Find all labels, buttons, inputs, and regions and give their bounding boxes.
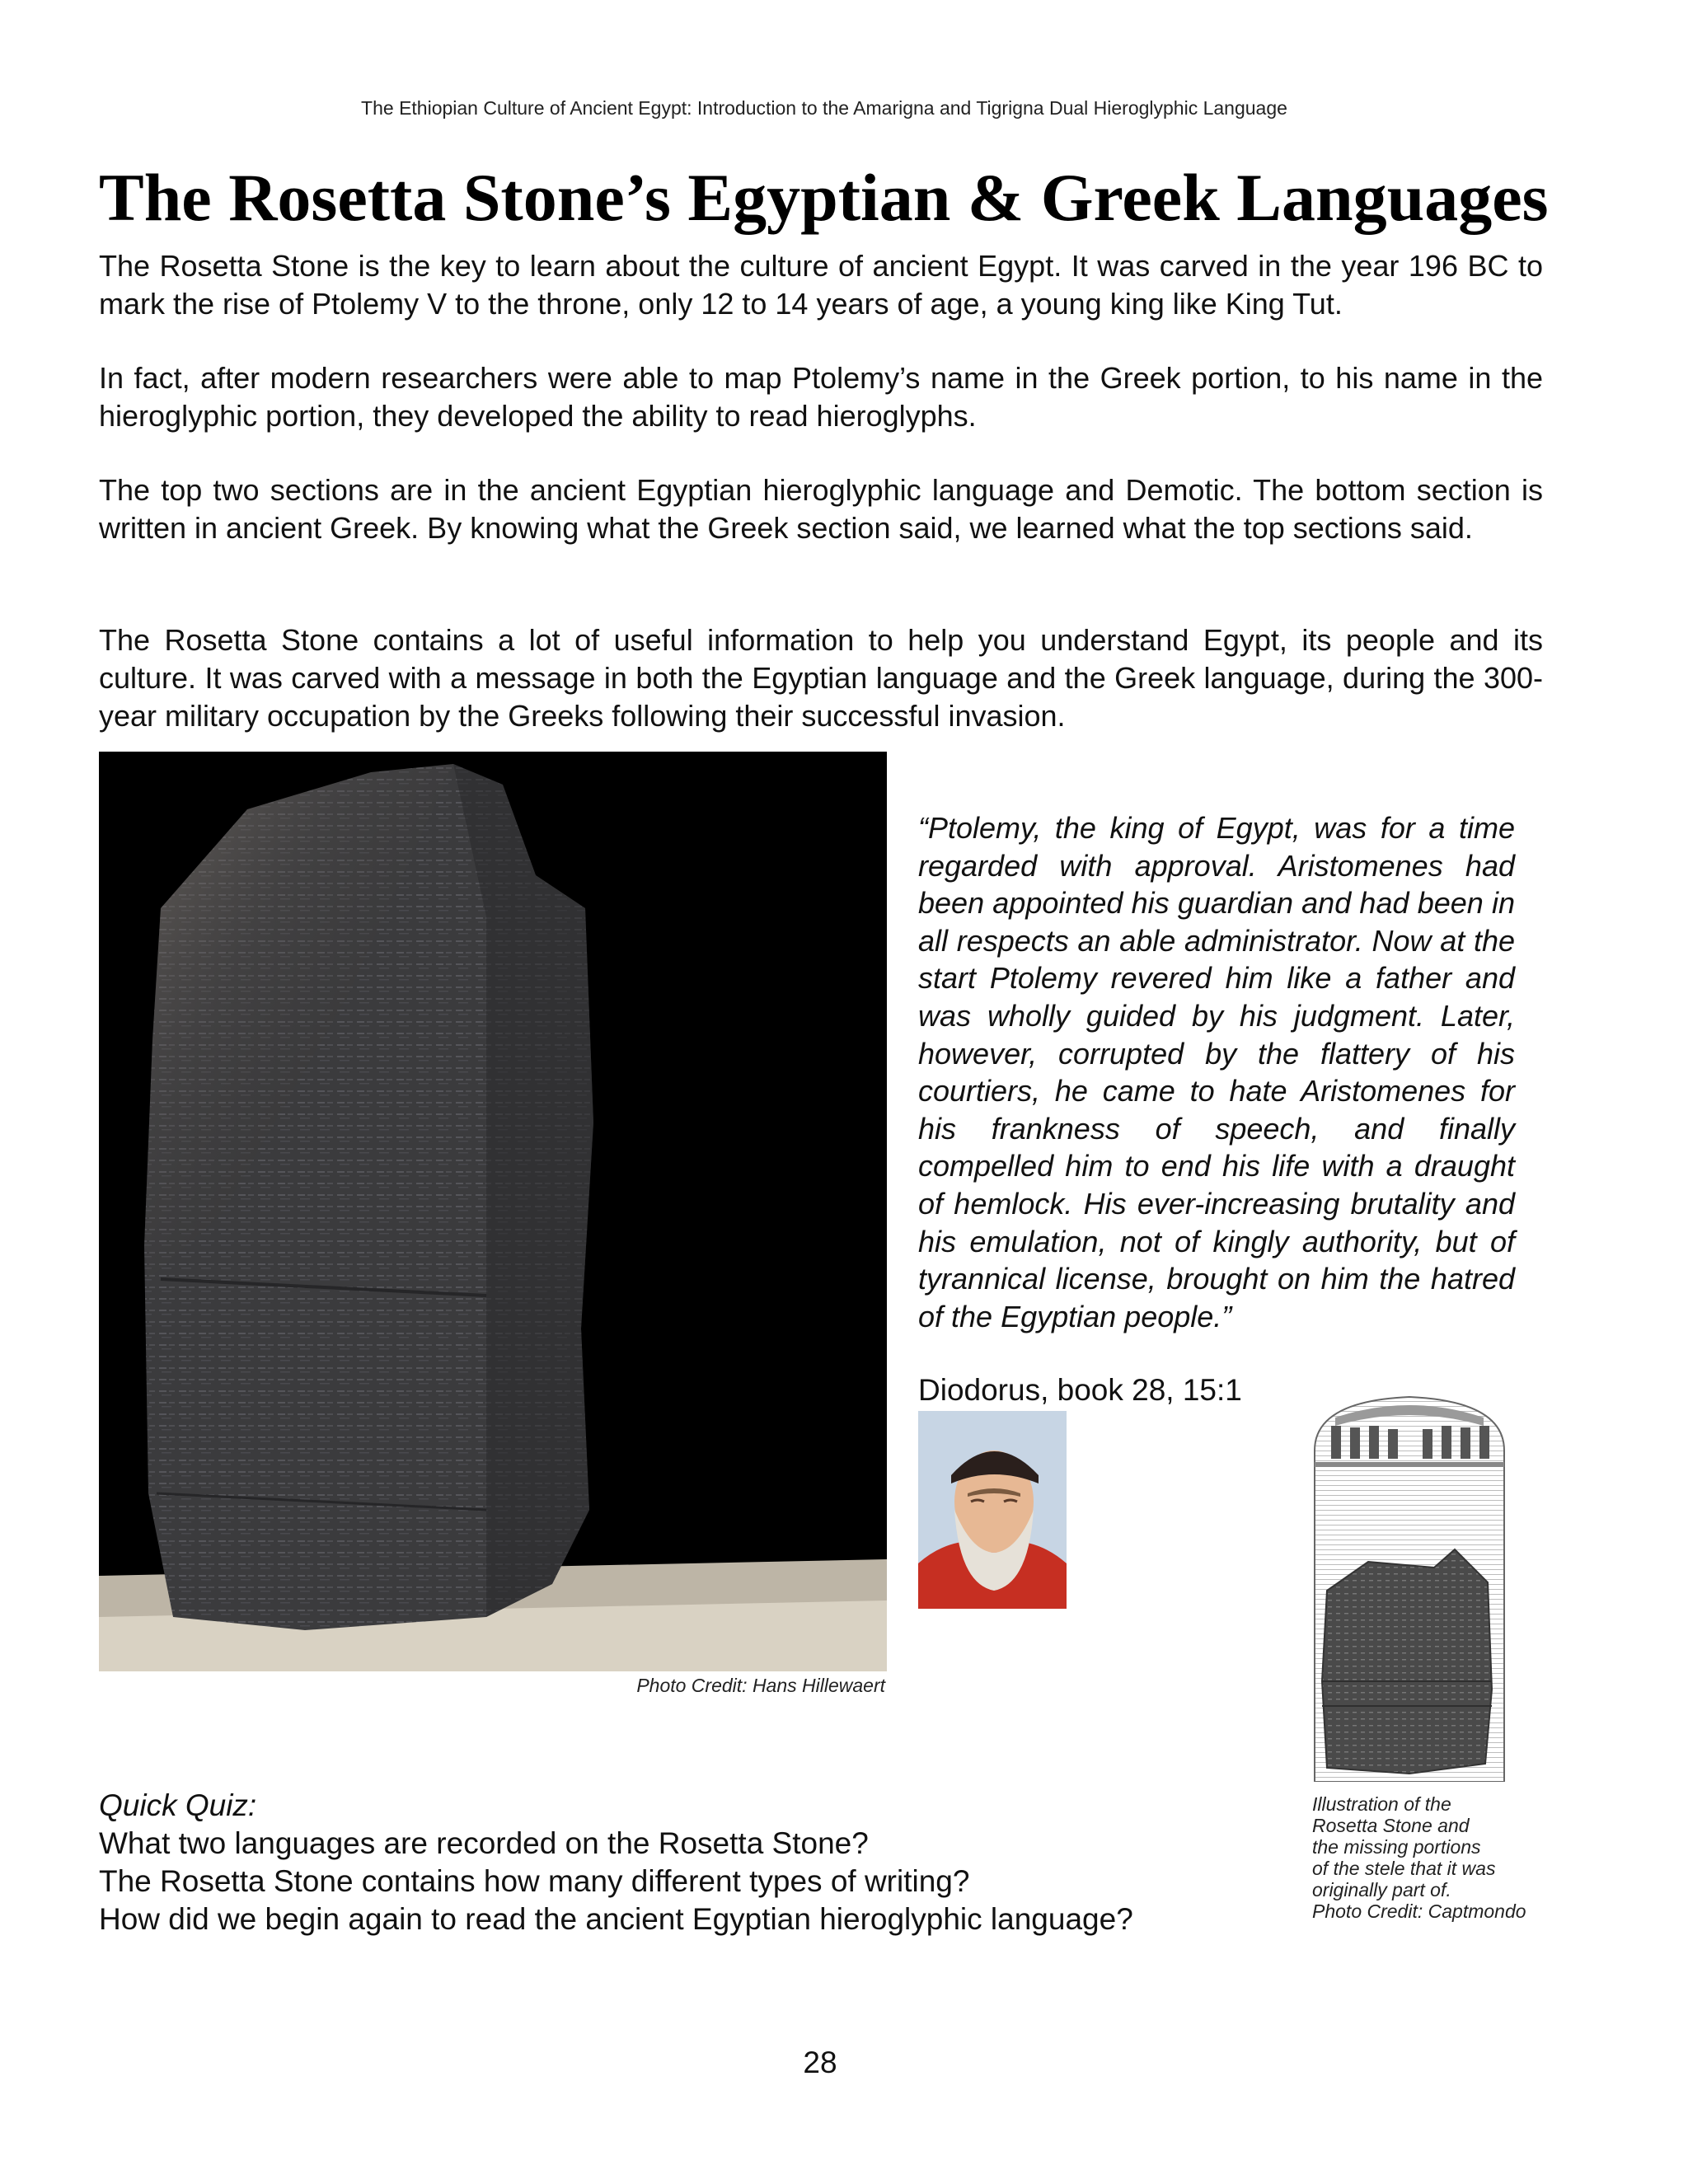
diodorus-quote: “Ptolemy, the king of Egypt, was for a time regarded with approval. Aristomenes had been appointed his guardian and had been in all respects an able administrator. Now at the start Ptolemy revered him like a father and was wholly guided by his judgment. Later, however, corrupted by the flattery of his courtiers, he came to hate Aristomenes for his frankness of speech, and finally compelled him to end his life with a draught of hemlock. His ever-increasing brutality and his emulation, not of kingly authority, but of tyrannical license, brought on him the hatred of the Egyptian people.”	[918, 811, 1515, 1333]
caption-credit: Photo Credit: Captmondo	[1312, 1900, 1526, 1922]
occupation-paragraph: The Rosetta Stone contains a lot of useful information to help you understand Egypt, its people and its culture. It was carved with a message in both the Egyptian language and the Greek language, during the 300-year military occupation by the Greeks following their successful invasion.	[99, 623, 1543, 733]
quiz-heading: Quick Quiz:	[99, 1788, 257, 1822]
quick-quiz	[99, 1787, 1278, 1938]
caption-line: originally part of.	[1312, 1879, 1451, 1900]
caption-line: Rosetta Stone and	[1312, 1815, 1470, 1836]
quiz-question: What two languages are recorded on the Rosetta Stone?	[99, 1826, 869, 1860]
rosetta-stone-photo	[99, 752, 887, 1671]
quote-source: Diodorus, book 28, 15:1	[918, 1373, 1242, 1407]
photo-credit: Photo Credit: Hans Hillewaert	[636, 1675, 885, 1696]
page-title: The Rosetta Stone’s Egyptian & Greek Languages	[99, 160, 1549, 235]
diodorus-portrait	[918, 1411, 1067, 1609]
intro-paragraph: The Rosetta Stone is the key to learn about the culture of ancient Egypt. It was carved in the year 196 BC to mark the rise of Ptolemy V to the throne, only 12 to 14 years of age, a young king like King Tut.	[99, 249, 1543, 321]
page-number: 28	[803, 2046, 837, 2079]
decipherment-paragraph: In fact, after modern researchers were able to map Ptolemy’s name in the Greek portion, to his name in the hieroglyphic portion, they developed the ability to read hieroglyphs.	[99, 361, 1543, 433]
illustration-caption	[1312, 1793, 1559, 1922]
caption-line: of the stele that it was	[1312, 1858, 1496, 1879]
stele-illustration	[1311, 1393, 1508, 1782]
sections-paragraph: The top two sections are in the ancient Egyptian hieroglyphic language and Demotic. The bottom section is written in ancient Greek. By knowing what the Greek section said, we learned what the top sections said.	[99, 473, 1543, 545]
running-header: The Ethiopian Culture of Ancient Egypt: Introduction to the Amarigna and Tigrigna Dual Hieroglyphic Language	[361, 97, 1287, 119]
caption-line: Illustration of the	[1312, 1793, 1451, 1815]
caption-line: the missing portions	[1312, 1836, 1481, 1858]
quiz-question: How did we begin again to read the ancient Egyptian hieroglyphic language?	[99, 1902, 1133, 1936]
quiz-question: The Rosetta Stone contains how many different types of writing?	[99, 1864, 970, 1898]
